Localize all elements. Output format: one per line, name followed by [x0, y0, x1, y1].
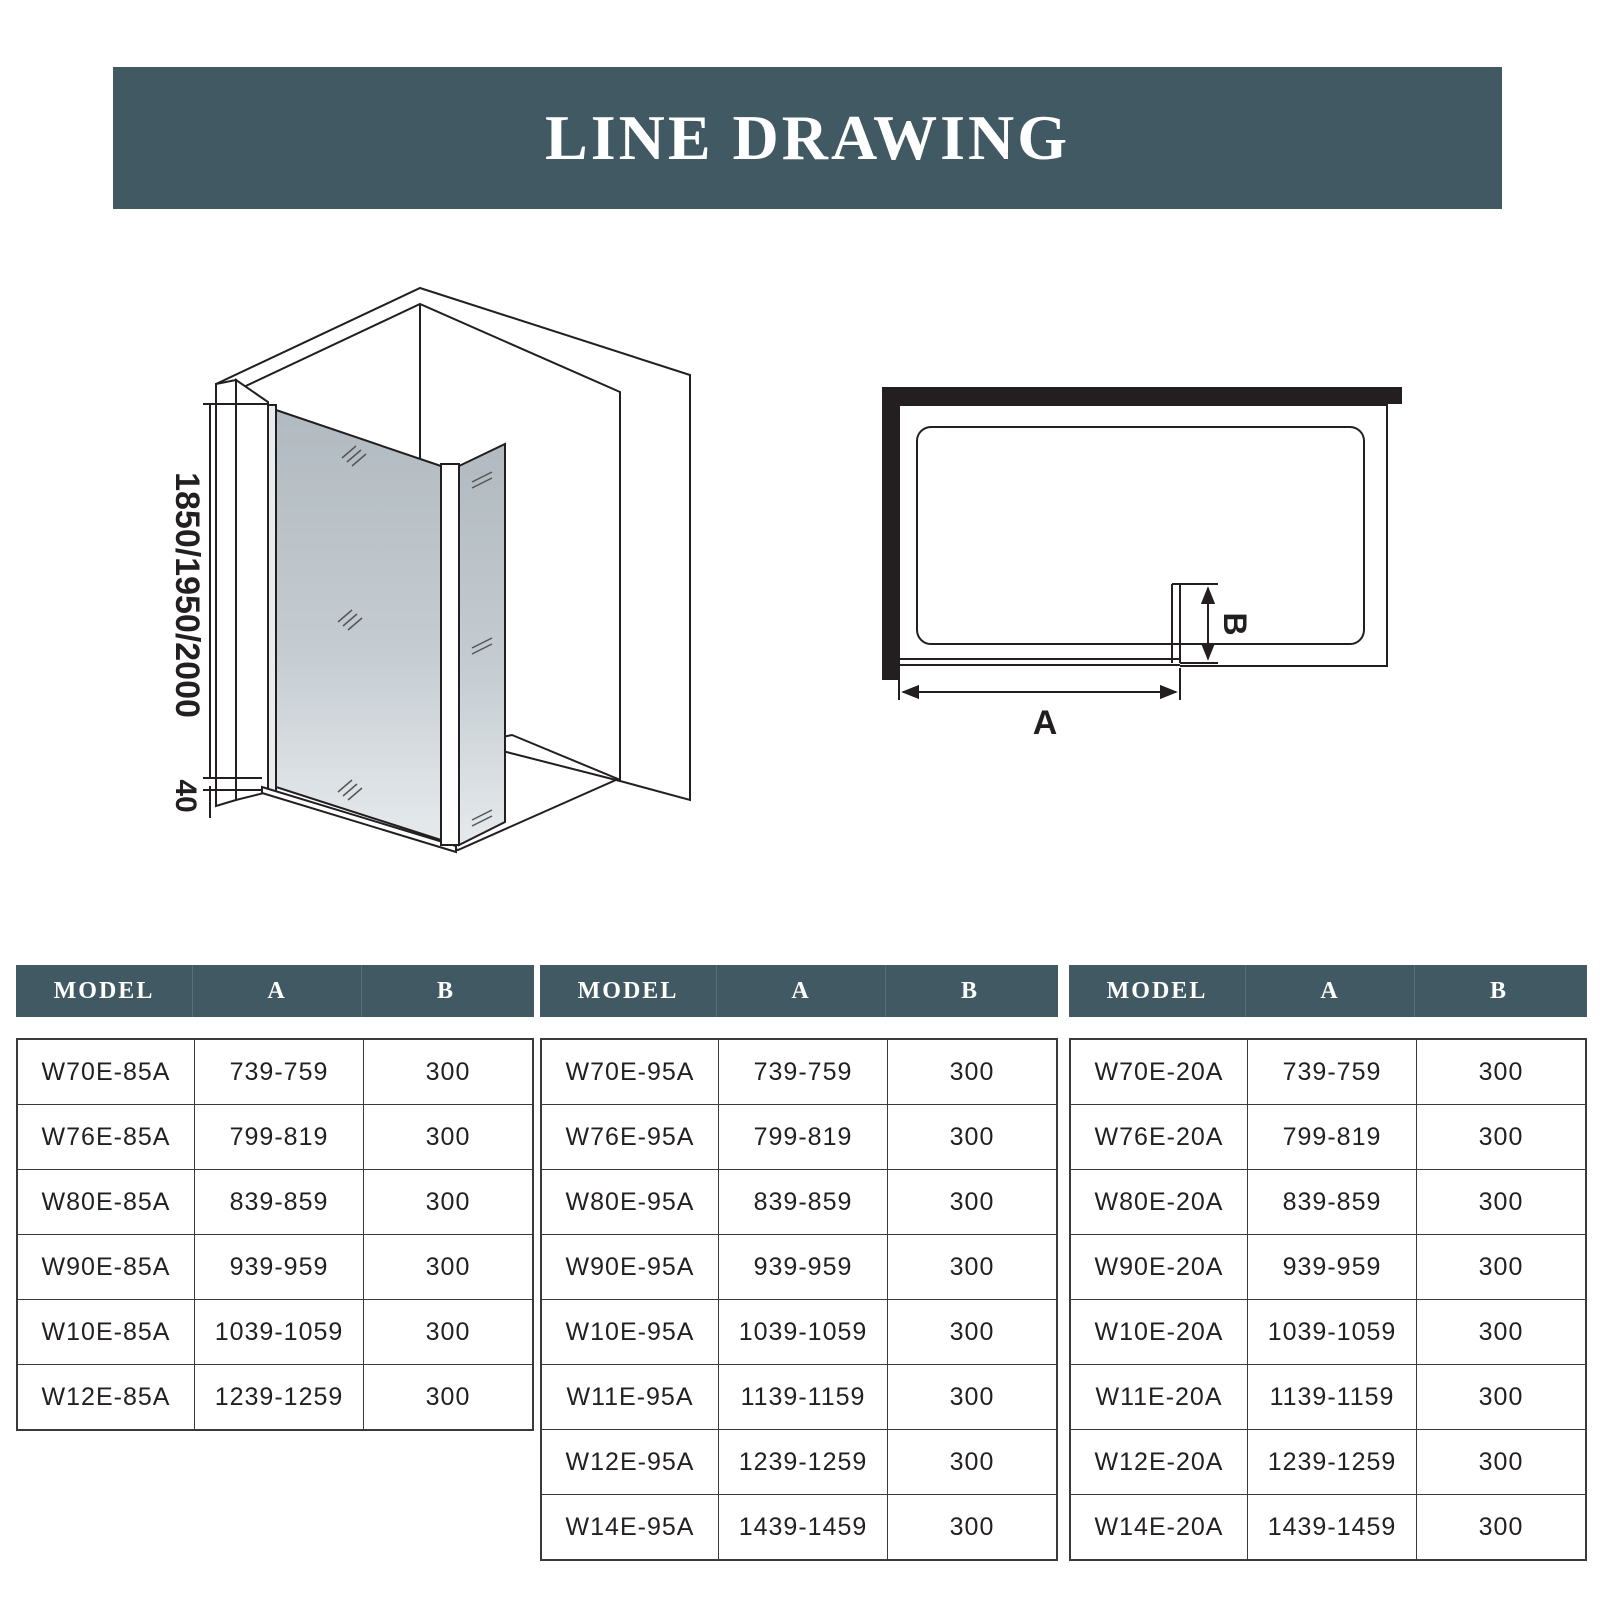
cell-a: 799-819 [1247, 1105, 1416, 1169]
header-model: MODEL [53, 977, 155, 1004]
cell-model: W11E-20A [1095, 1382, 1223, 1411]
cell-model: W14E-20A [1094, 1512, 1224, 1541]
cell-b: 300 [1416, 1105, 1585, 1169]
table-body [1069, 1038, 1587, 1561]
table-row [18, 1104, 532, 1169]
header-b: B [1414, 965, 1583, 1017]
cell-a: 1439-1459 [1247, 1495, 1416, 1559]
cell-b: 300 [887, 1365, 1056, 1429]
cell-b: 300 [887, 1105, 1056, 1169]
table-row [1071, 1364, 1585, 1429]
cell-model: W80E-20A [1094, 1187, 1224, 1216]
cell-a: 1039-1059 [194, 1300, 363, 1364]
table-row [542, 1429, 1056, 1494]
table-body [540, 1038, 1058, 1561]
spec-table-95a [540, 965, 1058, 1561]
header-model: MODEL [1106, 977, 1208, 1004]
cell-model: W10E-95A [565, 1317, 695, 1346]
plan-wall-left [882, 387, 899, 680]
cell-a: 1439-1459 [718, 1495, 887, 1559]
cell-a: 739-759 [718, 1040, 887, 1104]
cell-b: 300 [363, 1040, 532, 1104]
plan-wall-top [882, 387, 1402, 404]
dim-b-label: B [1217, 612, 1253, 636]
shower-plan-view [882, 387, 1402, 700]
table-row [542, 1364, 1056, 1429]
wall-profile [268, 405, 276, 791]
table-body [16, 1038, 534, 1431]
cell-a: 1039-1059 [1247, 1300, 1416, 1364]
cell-b: 300 [1416, 1430, 1585, 1494]
cell-b: 300 [1416, 1495, 1585, 1559]
cell-a: 799-819 [194, 1105, 363, 1169]
cell-model: W90E-20A [1094, 1252, 1224, 1281]
table-row [542, 1234, 1056, 1299]
page-title: LINE DRAWING [545, 102, 1070, 173]
cell-a: 839-859 [718, 1170, 887, 1234]
corner-post [441, 464, 459, 845]
cell-model: W90E-95A [565, 1252, 695, 1281]
table-row [1071, 1104, 1585, 1169]
cell-a: 939-959 [194, 1235, 363, 1299]
cell-a: 839-859 [194, 1170, 363, 1234]
cell-a: 839-859 [1247, 1170, 1416, 1234]
table-row [18, 1299, 532, 1364]
dim-a-label: A [1032, 704, 1058, 742]
height-label: 1850/1950/2000 [168, 472, 206, 718]
cell-model: W80E-95A [565, 1187, 695, 1216]
spec-table-20a [1069, 965, 1587, 1561]
cell-b: 300 [1416, 1040, 1585, 1104]
table-row [18, 1364, 532, 1429]
base-height-label: 40 [169, 779, 202, 813]
header-a: A [1245, 965, 1414, 1017]
table-row [542, 1104, 1056, 1169]
spec-table-85a [16, 965, 534, 1431]
cell-model: W70E-95A [565, 1057, 695, 1086]
cell-model: W12E-20A [1094, 1447, 1224, 1476]
cell-model: W10E-85A [41, 1317, 171, 1346]
cell-b: 300 [363, 1235, 532, 1299]
cell-b: 300 [887, 1430, 1056, 1494]
cell-b: 300 [887, 1235, 1056, 1299]
cell-model: W12E-85A [41, 1382, 171, 1411]
table-row [1071, 1299, 1585, 1364]
table-row [1071, 1429, 1585, 1494]
table-header [1069, 965, 1587, 1017]
return-glass-panel [459, 444, 505, 845]
header-a: A [192, 965, 361, 1017]
side-wall [216, 380, 236, 806]
table-row [542, 1169, 1056, 1234]
cell-b: 300 [363, 1365, 532, 1429]
table-row [1071, 1234, 1585, 1299]
cell-model: W11E-95A [566, 1382, 694, 1411]
cell-model: W76E-95A [565, 1122, 695, 1151]
cell-a: 739-759 [194, 1040, 363, 1104]
cell-b: 300 [887, 1040, 1056, 1104]
cell-b: 300 [363, 1105, 532, 1169]
cell-a: 1039-1059 [718, 1300, 887, 1364]
table-row [18, 1234, 532, 1299]
cell-model: W14E-95A [565, 1512, 695, 1541]
table-header [540, 965, 1058, 1017]
cell-model: W10E-20A [1094, 1317, 1224, 1346]
cell-model: W70E-20A [1094, 1057, 1224, 1086]
shower-isometric [216, 288, 690, 852]
table-row [542, 1299, 1056, 1364]
plan-tray [917, 427, 1364, 644]
cell-b: 300 [1416, 1300, 1585, 1364]
main-glass-panel [276, 410, 441, 840]
cell-b: 300 [363, 1300, 532, 1364]
cell-model: W80E-85A [41, 1187, 171, 1216]
header-a: A [716, 965, 885, 1017]
table-row [1071, 1040, 1585, 1104]
header-b: B [885, 965, 1054, 1017]
table-row [18, 1040, 532, 1104]
cell-b: 300 [1416, 1365, 1585, 1429]
cell-b: 300 [1416, 1235, 1585, 1299]
cell-model: W76E-85A [41, 1122, 171, 1151]
cell-a: 1239-1259 [718, 1430, 887, 1494]
cell-a: 739-759 [1247, 1040, 1416, 1104]
header-b: B [361, 965, 530, 1017]
cell-a: 1239-1259 [194, 1365, 363, 1429]
table-header [16, 965, 534, 1017]
cell-a: 939-959 [718, 1235, 887, 1299]
table-row [542, 1040, 1056, 1104]
table-row [1071, 1169, 1585, 1234]
table-row [542, 1494, 1056, 1559]
cell-a: 1139-1159 [1247, 1365, 1416, 1429]
cell-b: 300 [363, 1170, 532, 1234]
cell-model: W70E-85A [41, 1057, 171, 1086]
cell-a: 939-959 [1247, 1235, 1416, 1299]
cell-model: W90E-85A [41, 1252, 171, 1281]
cell-b: 300 [887, 1300, 1056, 1364]
table-row [18, 1169, 532, 1234]
cell-b: 300 [1416, 1170, 1585, 1234]
cell-b: 300 [887, 1495, 1056, 1559]
cell-model: W12E-95A [565, 1447, 695, 1476]
cell-a: 799-819 [718, 1105, 887, 1169]
cell-a: 1239-1259 [1247, 1430, 1416, 1494]
cell-b: 300 [887, 1170, 1056, 1234]
cell-model: W76E-20A [1094, 1122, 1224, 1151]
header-model: MODEL [577, 977, 679, 1004]
table-row [1071, 1494, 1585, 1559]
cell-a: 1139-1159 [718, 1365, 887, 1429]
